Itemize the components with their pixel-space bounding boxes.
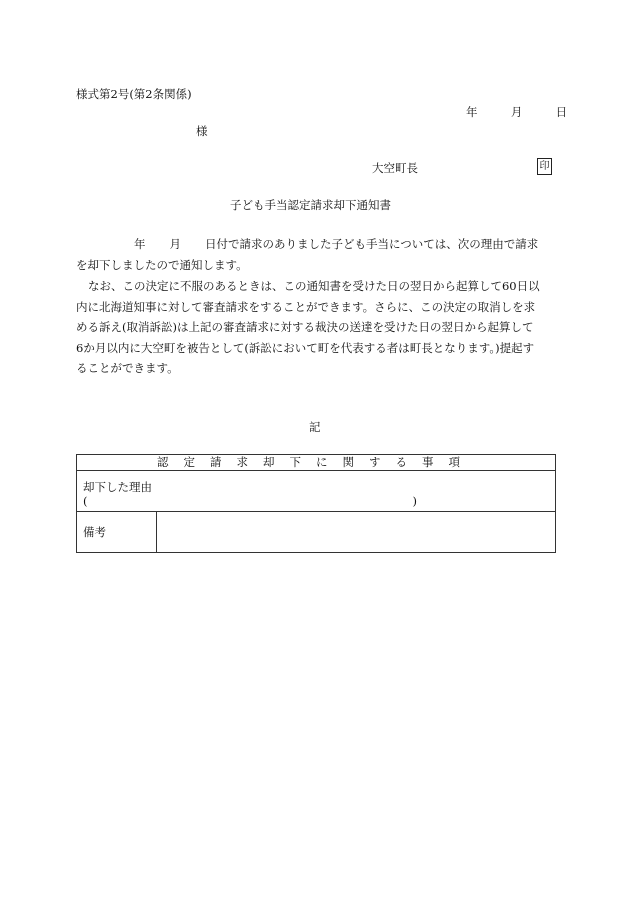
addressee-suffix: 様 (196, 124, 208, 138)
form-number: 様式第2号(第2条関係) (76, 87, 192, 101)
date-year: 年 (466, 105, 478, 119)
para1-text-a: 日付で請求のありました子ども手当については、次の理由で請求 (205, 237, 539, 251)
reason-open-paren: ( (83, 494, 88, 508)
date-month: 月 (510, 105, 523, 119)
para2-line3: める訴え(取消訴訟)は上記の審査請求に対する裁決の送達を受けた日の翌日から起算して (76, 320, 534, 334)
para1-line2: を却下しましたので通知します。 (76, 257, 248, 272)
document-title: 子ども手当認定請求却下通知書 (230, 198, 391, 212)
table-header: 認定請求却下に関する事項 (77, 455, 556, 471)
para1-month: 月 (169, 237, 181, 251)
reason-cell (77, 471, 556, 512)
date-line (466, 104, 567, 120)
reason-row (77, 471, 556, 512)
reason-close-paren: ) (412, 494, 417, 508)
body-paragraph-2 (76, 276, 556, 379)
remarks-row (77, 512, 556, 553)
rejection-items-table (76, 454, 556, 553)
para2-line5: ることができます。 (76, 361, 179, 375)
date-day: 日 (555, 105, 568, 119)
seal-stamp: 印 (537, 158, 552, 175)
reason-parentheses (83, 494, 417, 508)
para1-year: 年 (134, 237, 146, 251)
para2-line2: 内に北海道知事に対して審査請求をすることができます。さらに、この決定の取消しを求 (76, 299, 536, 314)
para1-line1 (76, 234, 556, 255)
para2-line1: なお、この決定に不服のあるときは、この通知書を受けた日の翌日から起算して60日以 (88, 279, 540, 293)
sender-name: 大空町長 (372, 161, 418, 175)
body-paragraph-1 (76, 234, 556, 275)
para2-line4: 6か月以内に大空町を被告として(訴訟において町を代表する者は町長となります。)提起す (76, 340, 535, 355)
ki-mark: 記 (309, 420, 321, 434)
remarks-label: 備考 (77, 512, 157, 553)
remarks-value (157, 512, 556, 553)
reason-label: 却下した理由 (83, 480, 152, 494)
table-header-row (77, 455, 556, 471)
